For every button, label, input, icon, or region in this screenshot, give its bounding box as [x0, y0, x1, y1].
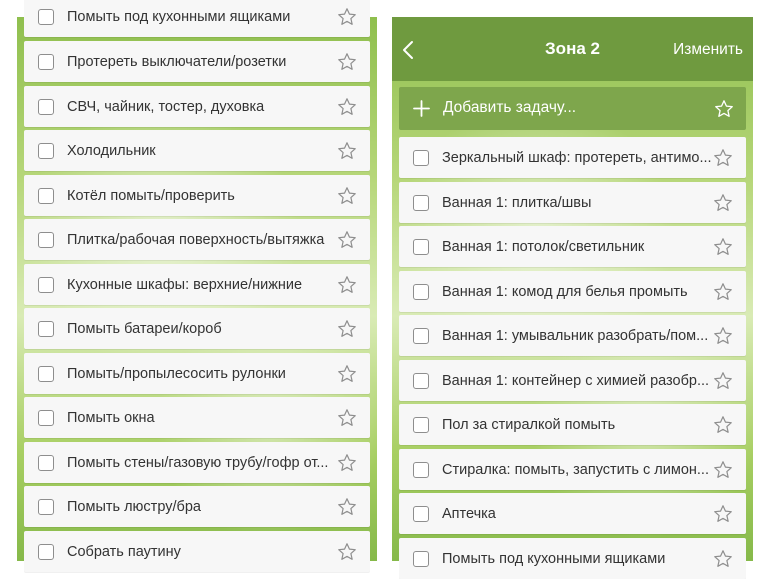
task-row[interactable]	[24, 353, 370, 394]
task-row[interactable]	[24, 41, 370, 82]
task-checkbox[interactable]	[38, 321, 54, 337]
task-row[interactable]	[24, 264, 370, 305]
task-row[interactable]	[399, 315, 746, 356]
star-icon[interactable]	[713, 148, 733, 168]
star-icon[interactable]	[337, 497, 357, 517]
task-label: Помыть окна	[67, 409, 155, 426]
task-checkbox[interactable]	[38, 499, 54, 515]
task-row[interactable]	[399, 226, 746, 267]
task-label: Ванная 1: потолок/светильник	[442, 238, 645, 255]
task-label: Собрать паутину	[67, 543, 181, 560]
task-label: Плитка/рабочая поверхность/вытяжка	[67, 231, 325, 248]
star-icon[interactable]	[713, 460, 733, 480]
task-checkbox[interactable]	[413, 373, 429, 389]
task-label: Помыть под кухонными ящиками	[67, 8, 291, 25]
task-row[interactable]	[24, 86, 370, 127]
task-row[interactable]	[399, 360, 746, 401]
plus-icon	[413, 100, 430, 117]
task-label: Протереть выключатели/розетки	[67, 53, 287, 70]
task-row[interactable]	[24, 308, 370, 349]
task-row[interactable]	[399, 449, 746, 490]
page-title: Зона 2	[545, 39, 600, 58]
task-label: СВЧ, чайник, тостер, духовка	[67, 98, 265, 115]
task-checkbox[interactable]	[38, 366, 54, 382]
task-row[interactable]	[399, 493, 746, 534]
star-icon[interactable]	[337, 542, 357, 562]
task-checkbox[interactable]	[413, 284, 429, 300]
task-row[interactable]	[399, 182, 746, 223]
star-icon[interactable]	[713, 326, 733, 346]
add-task-input[interactable]	[399, 87, 746, 130]
task-row[interactable]	[24, 442, 370, 483]
edit-button[interactable]: Изменить	[673, 41, 743, 58]
task-checkbox[interactable]	[413, 417, 429, 433]
task-row[interactable]	[24, 486, 370, 527]
task-checkbox[interactable]	[38, 99, 54, 115]
task-label: Аптечка	[442, 505, 496, 522]
task-row[interactable]	[399, 271, 746, 312]
star-icon[interactable]	[337, 97, 357, 117]
star-icon[interactable]	[337, 453, 357, 473]
task-row[interactable]	[24, 531, 370, 572]
star-icon[interactable]	[713, 282, 733, 302]
task-row[interactable]	[399, 404, 746, 445]
right-task-screen	[392, 17, 753, 567]
star-icon[interactable]	[713, 504, 733, 524]
nav-header	[392, 17, 753, 81]
task-checkbox[interactable]	[38, 277, 54, 293]
task-row[interactable]	[24, 219, 370, 260]
star-icon[interactable]	[337, 364, 357, 384]
task-checkbox[interactable]	[38, 232, 54, 248]
star-icon[interactable]	[713, 237, 733, 257]
task-checkbox[interactable]	[38, 188, 54, 204]
star-icon[interactable]	[713, 371, 733, 391]
task-row[interactable]	[24, 0, 370, 37]
star-icon[interactable]	[337, 141, 357, 161]
task-label: Помыть под кухонными ящиками	[442, 550, 666, 567]
task-label: Ванная 1: комод для белья промыть	[442, 283, 688, 300]
task-label: Помыть батареи/короб	[67, 320, 222, 337]
task-checkbox[interactable]	[38, 54, 54, 70]
star-icon[interactable]	[337, 275, 357, 295]
task-row[interactable]	[24, 397, 370, 438]
task-checkbox[interactable]	[413, 328, 429, 344]
task-checkbox[interactable]	[38, 455, 54, 471]
star-icon[interactable]	[714, 99, 734, 119]
task-checkbox[interactable]	[38, 544, 54, 560]
star-icon[interactable]	[337, 52, 357, 72]
star-icon[interactable]	[337, 319, 357, 339]
task-checkbox[interactable]	[413, 150, 429, 166]
task-label: Холодильник	[67, 142, 156, 159]
star-icon[interactable]	[337, 186, 357, 206]
star-icon[interactable]	[713, 193, 733, 213]
add-task-placeholder: Добавить задачу...	[443, 99, 577, 116]
task-row[interactable]	[399, 538, 746, 579]
task-label: Ванная 1: плитка/швы	[442, 194, 592, 211]
task-checkbox[interactable]	[413, 239, 429, 255]
task-checkbox[interactable]	[38, 9, 54, 25]
task-label: Помыть люстру/бра	[67, 498, 201, 515]
task-label: Кухонные шкафы: верхние/нижние	[67, 276, 303, 293]
task-label: Котёл помыть/проверить	[67, 187, 235, 204]
task-row[interactable]	[24, 130, 370, 171]
star-icon[interactable]	[337, 408, 357, 428]
task-label: Ванная 1: умывальник разобрать/пом...	[442, 327, 709, 344]
star-icon[interactable]	[337, 7, 357, 27]
star-icon[interactable]	[337, 230, 357, 250]
task-row[interactable]	[399, 137, 746, 178]
task-checkbox[interactable]	[38, 410, 54, 426]
task-checkbox[interactable]	[413, 462, 429, 478]
star-icon[interactable]	[713, 415, 733, 435]
left-task-screen	[17, 8, 377, 561]
task-row[interactable]	[24, 175, 370, 216]
task-label: Помыть стены/газовую трубу/гофр от...	[67, 454, 329, 471]
task-label: Ванная 1: контейнер с химией разобр...	[442, 372, 710, 389]
task-checkbox[interactable]	[413, 506, 429, 522]
task-checkbox[interactable]	[413, 195, 429, 211]
task-checkbox[interactable]	[38, 143, 54, 159]
task-label: Помыть/пропылесосить рулонки	[67, 365, 286, 382]
task-checkbox[interactable]	[413, 551, 429, 567]
star-icon[interactable]	[713, 549, 733, 569]
task-label: Пол за стиралкой помыть	[442, 416, 616, 433]
task-label: Стиралка: помыть, запустить с лимон...	[442, 461, 709, 478]
task-label: Зеркальный шкаф: протереть, антимо...	[442, 149, 712, 166]
